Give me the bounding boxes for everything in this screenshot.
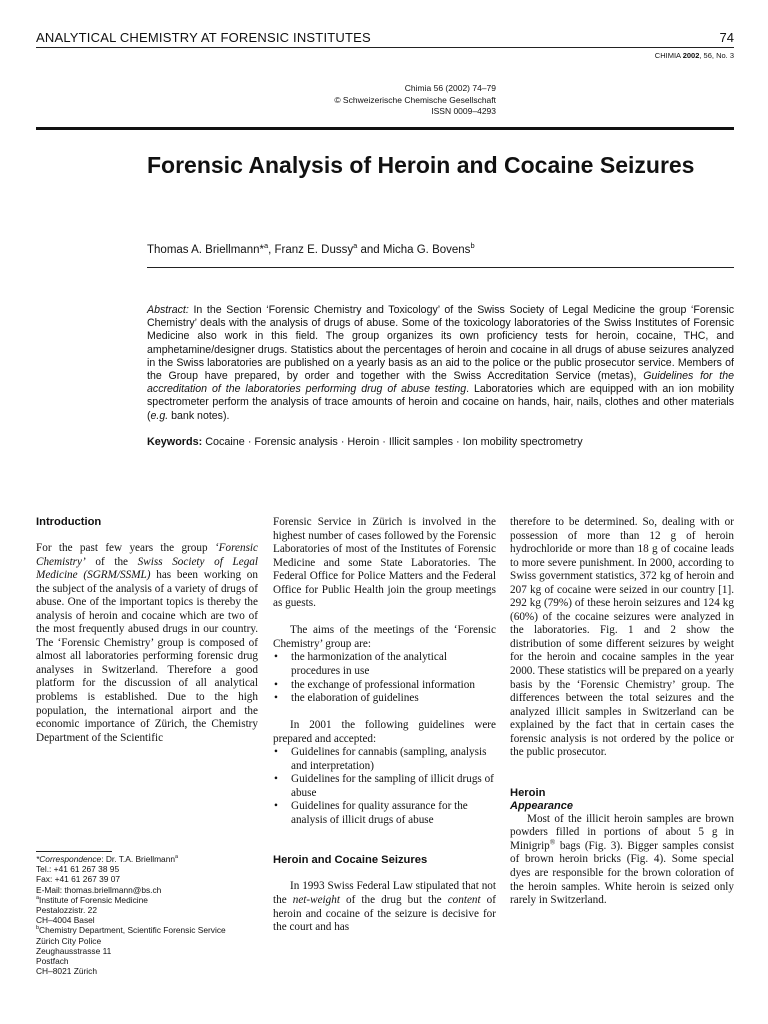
paragraph (510, 813, 734, 908)
citation-line: Chimia 56 (2002) 74–79 (404, 83, 496, 93)
page-number: 74 (719, 30, 734, 45)
list-item: • Guidelines for cannabis (sampling, analysis and interpretation) (273, 746, 496, 773)
affiliation-mark: a (263, 241, 269, 251)
text-run-italic: Swiss Society of Legal Medicine (SGRM/SSML) (36, 555, 258, 582)
footnote-line: CH–4004 Basel (36, 915, 95, 926)
list-item: • Guidelines for quality assurance for the analysis of illicit drugs of abuse (273, 800, 496, 827)
text-run-italic: ‘Forensic Chemistry’ (36, 542, 258, 568)
abstract-label: Abstract: (147, 304, 189, 316)
list-item: • the harmonization of the analytical procedures in use (273, 651, 496, 678)
paragraph (273, 880, 496, 934)
footnote-rule (36, 851, 112, 852)
affiliation-mark: a (353, 241, 358, 251)
authors-rule (147, 267, 734, 268)
citation-line: ISSN 0009–4293 (431, 106, 496, 116)
text-run: For the past few years the group (36, 542, 215, 554)
abstract-text: bank notes). (168, 409, 230, 422)
text-run: bags (Fig. 3). Bigger samples consist of brown heroin bricks (Fig. 4). Some special dyes are responsible for the brown coloration of the heroin samples. White heroin is seized only rarely in Switzerland. (510, 839, 734, 907)
affiliation-mark: b (36, 925, 40, 932)
list-item: • the exchange of professional information (273, 679, 496, 693)
keywords-text: Cocaine · Forensic analysis · Heroin · Illicit samples · Ion mobility spectrometry (202, 436, 583, 448)
abstract-italic: e.g. (150, 409, 169, 422)
footnote-line: Tel.: +41 61 267 38 95 (36, 864, 120, 875)
text-run: of the (85, 555, 138, 568)
abstract-text: In the Section ‘Forensic Chemistry and Toxicology’ of the Swiss Society of Legal Medicine the group ‘Forensic Chemistry’ deals with the analysis of drugs of abuse. Some of the toxicology laboratories of the Swiss Institutes of Forensic Medicine also work in this field. The group organizes its own proficiency tests for heroin, cocaine, THC, and amphetamine/designer drugs. Statistics about the percentages of heroin and cocaine in all drugs of abuse seizures analyzed in the Swiss laboratories are published on a yearly basis as an aid to the police or the public prosecutor service. Members of the Group have prepared, by order and together with the Swiss Accreditation Service (metas), (147, 304, 734, 383)
text-run: of the drug but the (339, 894, 448, 907)
journal-reference (655, 51, 734, 60)
author-name: Thomas A. Briellmann* (147, 244, 264, 256)
keywords (147, 436, 734, 448)
footnote-line: Zeughausstrasse 11 (36, 945, 112, 956)
header-rule (36, 47, 734, 48)
footnote-line: Postfach (36, 956, 69, 967)
abstract-italic: Guidelines for the accreditation of the laboratories performing drug of abuse testing (147, 370, 734, 396)
footnote-line: Zürich City Police (36, 935, 102, 946)
text-run: In 1993 Swiss Federal Law stipulated that not the (273, 880, 496, 907)
author-name: , Franz E. Dussy (268, 244, 354, 256)
affiliation-mark: a (36, 895, 40, 902)
column-1 (36, 516, 258, 745)
paragraph: Forensic Service in Zürich is involved in the highest number of cases followed by the Forensic Laboratories of most of the Institutes of Forensic Medicine and some State Laboratories. The Federal Office for Police Matters and the Federal Office for Public Health join the group meetings as guests. (273, 516, 496, 610)
citation-line: © Schweizerische Chemische Gesellschaft (334, 94, 496, 105)
paragraph: In 2001 the following guidelines were prepared and accepted: (273, 719, 496, 745)
journal-ref-prefix: CHIMIA (654, 51, 683, 60)
paragraph: The aims of the meetings of the ‘Forensic Chemistry’ group are: (273, 624, 496, 650)
article-title: Forensic Analysis of Heroin and Cocaine Seizures (147, 152, 695, 178)
footnote-line: Pestalozzistr. 22 (36, 905, 97, 916)
paragraph (36, 542, 258, 745)
abstract (147, 304, 734, 423)
author-list (147, 241, 475, 256)
footnote-line: CH–8021 Zürich (36, 966, 97, 977)
footnote-text: : Dr. T.A. Briellmann (101, 854, 176, 864)
footnote-line (36, 925, 266, 935)
journal-ref-suffix: , 56, No. 3 (699, 51, 734, 60)
footnote-text: Institute of Forensic Medicine (39, 894, 148, 905)
footnote-text: Chemistry Department, Scientific Forensic Service (39, 925, 226, 936)
text-run-italic: content (447, 894, 481, 907)
keywords-label: Keywords: (147, 436, 203, 448)
text-run-italic: net-weight (292, 894, 340, 907)
affiliation-mark: a (175, 854, 179, 861)
footnote-line (36, 895, 266, 905)
section-heading-introduction: Introduction (36, 516, 102, 528)
list-item: • Guidelines for the sampling of illicit drugs of abuse (273, 773, 496, 800)
journal-ref-year: 2002 (682, 51, 700, 60)
section-heading-heroin: Heroin (510, 786, 546, 799)
text-run: of heroin and cocaine of the seizure is decisive for the court and has (273, 894, 496, 934)
column-3 (510, 516, 734, 908)
abstract-text: . Laboratories which are equipped with an ion mobility spectrometer perform the analysis of trace amounts of heroin and cocaine on hands, hair, nails, clothes and other materials ( (147, 383, 735, 422)
section-heading-seizures: Heroin and Cocaine Seizures (273, 854, 428, 867)
text-run: has been working on the subject of the analysis of a variety of drugs of abuse. One of the important topics is thereby the analysis of heroin and cocaine which are two of the most frequently abused drugs in our country. The ‘Forensic Chemistry’ group is composed of almost all laboratories performing forensic drug analyses in Switzerland. Therefore a good platform for the discussion of all analytical problems is established. Due to the high population, the international airport and the economic importance of Zürich, the Chemistry Department of the Scientific (36, 569, 258, 744)
aims-list (273, 651, 496, 705)
footnote (36, 854, 266, 976)
subsection-heading-appearance: Appearance (510, 799, 573, 812)
footnote-line: Fax: +41 61 267 39 07 (36, 874, 121, 885)
footnote-line (36, 854, 266, 864)
running-title: ANALYTICAL CHEMISTRY AT FORENSIC INSTITUTES (36, 30, 371, 45)
footnote-line: E-Mail: thomas.briellmann@bs.ch (36, 884, 162, 895)
title-rule (36, 127, 734, 130)
citation-block (334, 83, 496, 118)
paragraph: therefore to be determined. So, dealing with or possession of more than 12 g of heroin hydrochloride or more than 18 g of cocaine leads to more severe punishment. In 2000, according to Swiss government statistics, 372 kg of heroin and 207 kg of cocaine were seized in our country [1]. 292 kg (79%) of these heroin seizures and 124 kg (60%) of the cocaine seizures were analyzed in the laboratories. Fig. 1 and 2 show the distribution of some different seizures by weight for the heroin and cocaine samples in the year 2000. These statistics will be prepared on a yearly basis by the ‘Forensic Chemistry’ group. The differences between the total seizures and the analyzed illicit samples in Switzerland can be explained by the fact that in certain cases the forensic analysis is not ordered by the police or the public prosecutor. (510, 516, 734, 759)
affiliation-mark: b (470, 241, 475, 251)
footnote-label: *Correspondence (36, 854, 102, 864)
list-item: • the elaboration of guidelines (273, 692, 496, 706)
guidelines-list (273, 746, 496, 827)
registered-mark: ® (549, 838, 556, 847)
column-2 (273, 516, 496, 935)
text-run: Most of the illicit heroin samples are brown powders filled in portions of about 5 g in Minigrip (510, 812, 734, 852)
author-name: and Micha G. Bovens (357, 244, 471, 256)
